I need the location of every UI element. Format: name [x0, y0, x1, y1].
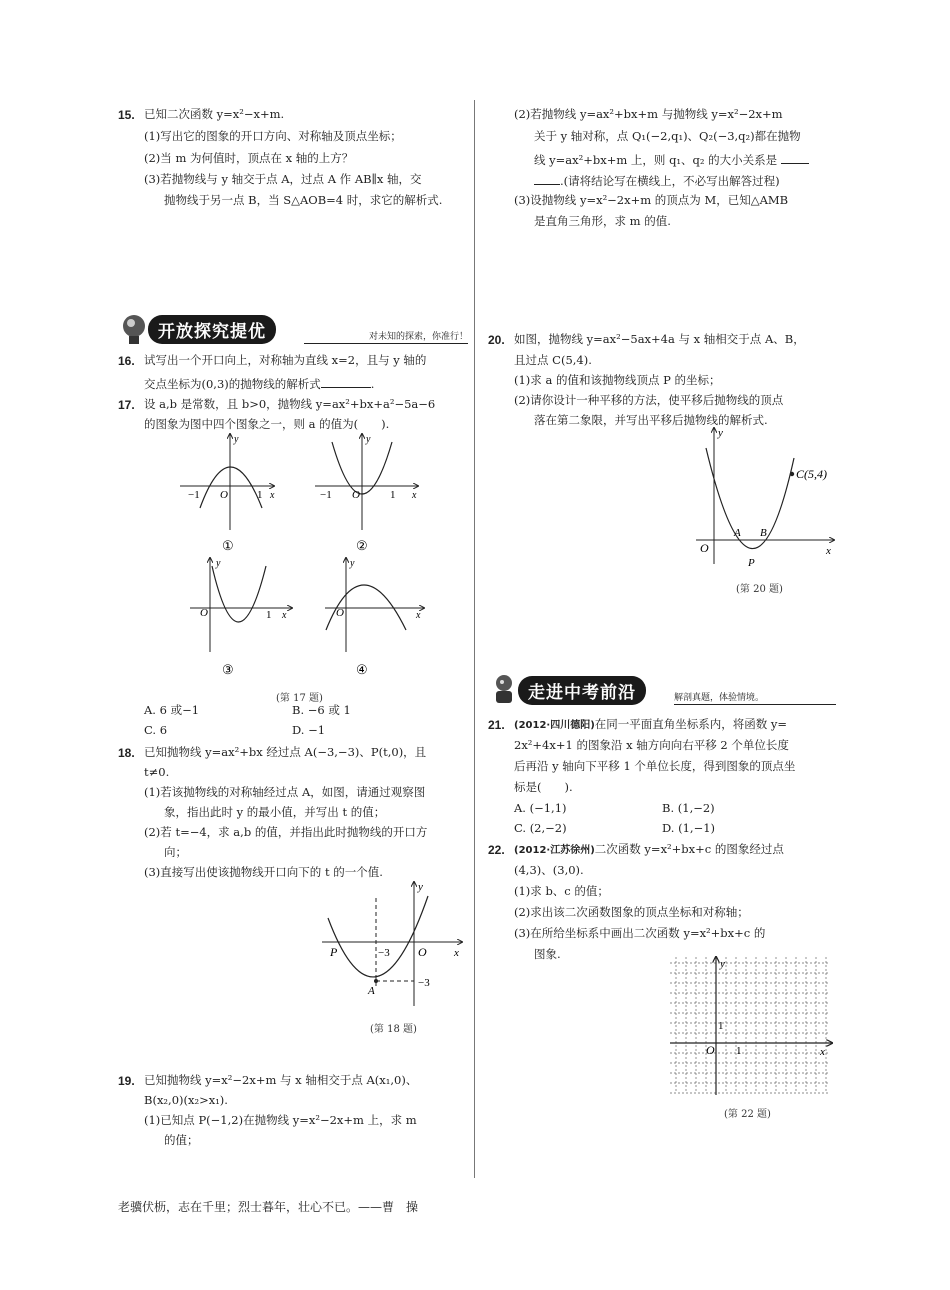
q17-caption: (第 17 题) — [276, 693, 323, 704]
q20-part2-line1: (2)请你设计一种平移的方法，使平移后抛物线的顶点 — [514, 393, 784, 407]
graph-number-1: ① — [222, 538, 234, 553]
graph-number-4: ④ — [356, 662, 368, 677]
banner-open-explore — [118, 312, 470, 346]
origin-label: O — [200, 607, 208, 619]
q15-part2: (2)当 m 为何值时，顶点在 x 轴的上方？ — [144, 151, 354, 165]
q18-part2-line2: 向； — [164, 845, 187, 859]
q20-line1: 如图，抛物线 y=ax²−5ax+4a 与 x 轴相交于点 A、B， — [514, 332, 805, 346]
origin-label: O — [352, 489, 360, 501]
point-p-label: P — [330, 945, 338, 959]
q21-line4: 标是( ). — [514, 780, 573, 794]
q15-number: 15. — [118, 108, 135, 122]
parabola — [212, 566, 266, 622]
q18-part1-line1: (1)若该抛物线的对称轴经过点 A，如图，请通过观察图 — [144, 785, 426, 799]
tick-neg3-x: −3 — [378, 947, 390, 959]
q16-answer-blank — [321, 376, 371, 388]
q20-graph — [690, 424, 840, 570]
tick-1: 1 — [257, 489, 263, 501]
q17-number: 17. — [118, 398, 135, 412]
q19-part3-line1: (3)设抛物线 y=x²−2x+m 的顶点为 M，已知△AMB — [514, 193, 789, 207]
q19-part2-line1: (2)若抛物线 y=ax²+bx+m 与抛物线 y=x²−2x+m — [514, 107, 783, 121]
q22-caption: (第 22 题) — [724, 1109, 771, 1120]
q21-choice-a: A. (−1,1) — [514, 801, 567, 815]
q18-number: 18. — [118, 746, 135, 760]
x-label: x — [454, 947, 459, 959]
q21-line2: 2x²+4x+1 的图象沿 x 轴方向向右平移 2 个单位长度 — [514, 738, 789, 752]
q19-answer-blank-1 — [781, 152, 809, 164]
point-a-label: A — [368, 985, 375, 997]
q22-part1: (1)求 b、c 的值； — [514, 884, 609, 898]
point-b-label: B — [760, 527, 767, 539]
y-label: y — [350, 558, 355, 569]
q17-choice-b: B. −6 或 1 — [292, 703, 351, 717]
q19-part3-line2: 是直角三角形，求 m 的值. — [534, 214, 671, 228]
q19-part2-line3: 线 y=ax²+bx+m 上，则 q₁、q₂ 的大小关系是 — [534, 152, 809, 168]
q17-graph-2 — [315, 434, 418, 553]
graph-number-3: ③ — [222, 662, 234, 677]
q15-part3-line2: 抛物线于另一点 B，当 S△AOB=4 时，求它的解析式. — [164, 193, 443, 207]
tick-neg1: −1 — [188, 489, 200, 501]
point-a — [374, 979, 378, 983]
tick-1-x: 1 — [736, 1045, 742, 1057]
point-a-label: A — [734, 527, 741, 539]
q17-line1: 设 a,b 是常数，且 b>0，抛物线 y=ax²+bx+a²−5a−6 — [144, 397, 436, 411]
q17-line2: 的图象为图中四个图象之一，则 a 的值为( ). — [144, 417, 390, 431]
y-label: y — [718, 427, 723, 439]
figure-icon — [488, 673, 520, 707]
q21-source: (2012·四川德阳) — [514, 720, 595, 731]
q17-four-graphs — [170, 430, 440, 690]
q20-line2: 且过点 C(5,4). — [514, 353, 592, 367]
tick-1: 1 — [390, 489, 396, 501]
q21-line3: 后再沿 y 轴向下平移 1 个单位长度，得到图象的顶点坐 — [514, 759, 796, 773]
banner-subtitle: 对未知的探索，你准行！ — [304, 329, 468, 344]
parabola — [200, 467, 262, 508]
q17-choice-a: A. 6 或−1 — [144, 703, 200, 717]
column-divider — [474, 100, 475, 1178]
origin-label: O — [418, 945, 427, 959]
q20-caption: (第 20 题) — [736, 584, 783, 595]
point-c — [790, 472, 794, 476]
q18-graph — [316, 878, 466, 1008]
q22-line1: (2012·江苏徐州)二次函数 y=x²+bx+c 的图象经过点 — [514, 842, 784, 856]
origin-label: O — [700, 541, 709, 555]
q21-line1: (2012·四川德阳)在同一平面直角坐标系内，将函数 y= — [514, 717, 788, 731]
tick-neg1: −1 — [320, 489, 332, 501]
x-label: x — [826, 545, 831, 557]
origin-label: O — [220, 489, 228, 501]
y-label: y — [418, 881, 423, 893]
q16-line2: 交点坐标为(0,3)的抛物线的解析式 . — [144, 377, 375, 391]
q21-choice-c: C. (2,−2) — [514, 821, 567, 835]
q19-answer-blank-2 — [534, 173, 560, 185]
q15-stem: 已知二次函数 y=x²−x+m. — [144, 107, 285, 121]
point-c-label: C(5,4) — [796, 467, 827, 481]
banner-title: 开放探究提优 — [148, 315, 276, 344]
q19-line2: B(x₂,0)(x₂>x₁). — [144, 1093, 228, 1107]
x-label: x — [820, 1046, 825, 1058]
q22-part2: (2)求出该二次函数图象的顶点坐标和对称轴； — [514, 905, 749, 919]
q22-line2: (4,3)、(3,0). — [514, 863, 584, 877]
q17-graph-4 — [325, 558, 424, 677]
q17-graph-3 — [190, 558, 292, 677]
banner-exam-frontier — [488, 673, 838, 707]
q19-line1: 已知抛物线 y=x²−2x+m 与 x 轴相交于点 A(x₁,0)、 — [144, 1073, 418, 1087]
q22-source: (2012·江苏徐州) — [514, 845, 595, 856]
origin-label: O — [336, 607, 344, 619]
q18-line2: t≠0. — [144, 765, 170, 779]
q21-choice-d: D. (1,−1) — [662, 821, 716, 835]
origin-label: O — [706, 1043, 715, 1057]
q18-part3: (3)直接写出使该抛物线开口向下的 t 的一个值. — [144, 865, 383, 879]
q18-part2-line1: (2)若 t=−4，求 a,b 的值，并指出此时抛物线的开口方 — [144, 825, 428, 839]
parabola — [706, 448, 794, 549]
point-p-label: P — [748, 557, 755, 569]
parabola — [328, 896, 428, 977]
q16-number: 16. — [118, 354, 135, 368]
y-label: y — [234, 434, 239, 445]
q18-caption: (第 18 题) — [370, 1024, 417, 1035]
footer-quote: 老骥伏枥，志在千里；烈士暮年，壮心不已。——曹 操 — [118, 1200, 419, 1214]
q15-part3-line1: (3)若抛物线与 y 轴交于点 A，过点 A 作 AB∥x 轴，交 — [144, 172, 422, 186]
q19-part2-line4: .(请将结论写在横线上，不必写出解答过程) — [534, 173, 780, 189]
tick-neg3-y: −3 — [418, 977, 430, 989]
q17-choice-d: D. −1 — [292, 723, 326, 737]
q16-line1: 试写出一个开口向上，对称轴为直线 x=2，且与 y 轴的 — [144, 353, 427, 367]
y-label: y — [216, 558, 221, 569]
q17-graph-1 — [180, 434, 275, 553]
q22-part3-line1: (3)在所给坐标系中画出二次函数 y=x²+bx+c 的 — [514, 926, 766, 940]
q18-line1: 已知抛物线 y=ax²+bx 经过点 A(−3,−3)、P(t,0)，且 — [144, 745, 427, 759]
q20-part1: (1)求 a 的值和该抛物线顶点 P 的坐标； — [514, 373, 721, 387]
q15-part1: (1)写出它的图象的开口方向、对称轴及顶点坐标； — [144, 129, 402, 143]
y-label: y — [720, 958, 725, 970]
x-label: x — [270, 490, 275, 501]
graph-number-2: ② — [356, 538, 368, 553]
q22-part3-line2: 图象. — [534, 947, 561, 961]
q19-part1-line1: (1)已知点 P(−1,2)在抛物线 y=x²−2x+m 上，求 m — [144, 1113, 417, 1127]
q19-part2-line2: 关于 y 轴对称，点 Q₁(−2,q₁)、Q₂(−3,q₂)都在抛物 — [534, 129, 801, 143]
lightbulb-icon — [118, 312, 150, 346]
grid-lines — [670, 957, 828, 1093]
q18-part1-line2: 象，指出此时 y 的最小值，并写出 t 的值； — [164, 805, 386, 819]
banner-subtitle: 解剖真题，体验情境。 — [674, 690, 836, 705]
banner-title: 走进中考前沿 — [518, 676, 646, 705]
y-label: y — [366, 434, 371, 445]
q22-number: 22. — [488, 843, 505, 857]
q22-coordinate-grid — [668, 955, 836, 1097]
q19-number: 19. — [118, 1074, 135, 1088]
tick-1: 1 — [266, 609, 272, 621]
tick-1-y: 1 — [718, 1020, 724, 1032]
q19-part1-line2: 的值； — [164, 1133, 199, 1147]
x-label: x — [282, 610, 287, 621]
x-label: x — [416, 610, 421, 621]
q21-choice-b: B. (1,−2) — [662, 801, 715, 815]
q17-choice-c: C. 6 — [144, 723, 168, 737]
q21-number: 21. — [488, 718, 505, 732]
q20-part2-line2: 落在第二象限，并写出平移后抛物线的解析式. — [534, 413, 768, 427]
x-label: x — [412, 490, 417, 501]
q20-number: 20. — [488, 333, 505, 347]
